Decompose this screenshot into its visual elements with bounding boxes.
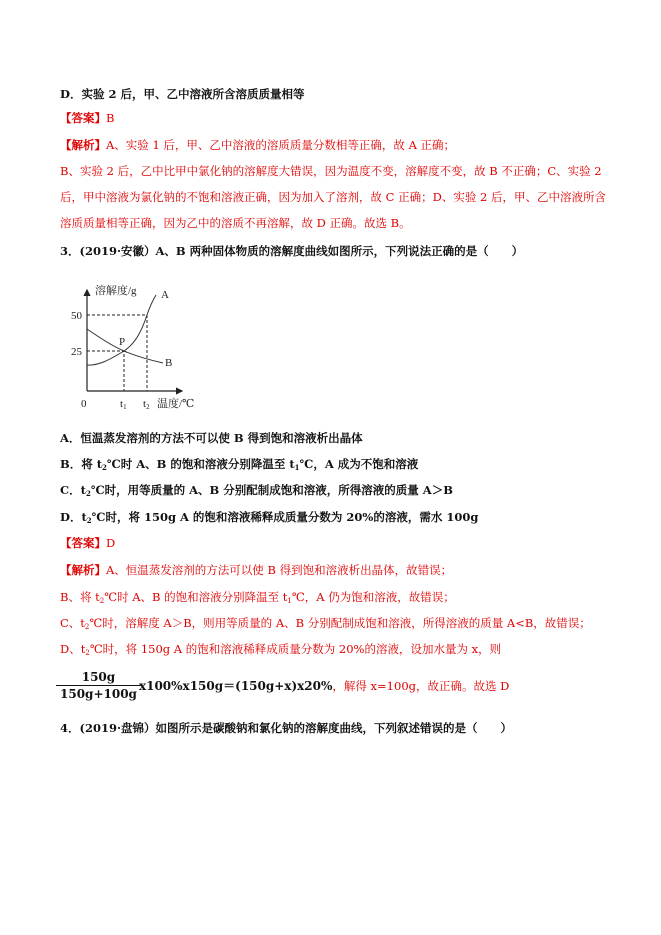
guide-25 bbox=[87, 351, 124, 391]
q3-stem: 3．(2019·安徽）A、B 两种固体物质的溶解度曲线如图所示，下列说法正确的是（ ） bbox=[60, 244, 524, 258]
analysis-tag: 【解析】 bbox=[60, 563, 106, 577]
q4-stem: 4．(2019·盘锦）如图所示是碳酸钠和氯化钠的溶解度曲线，下列叙述错误的是（ ） bbox=[60, 721, 512, 735]
answer-tag: 【答案】 bbox=[60, 111, 106, 125]
formula-conclusion: ，解得 x=100g，故正确。故选 D bbox=[332, 678, 510, 693]
point-p-label: P bbox=[119, 336, 126, 348]
analysis-text: A、实验 1 后，甲、乙中溶液的溶质质量分数相等正确，故 A 正确； bbox=[106, 138, 456, 152]
fraction: $\frac{150g}{150g+100g}$ bbox=[60, 670, 137, 701]
q3-analysis-line-3: C、$t_2℃$时，溶解度 A＞B，则用等质量的 A、B 分别配制成饱和溶液，所得溶液的质量 A<B，故错误； bbox=[60, 616, 591, 631]
x-axis-label: 温度/℃ bbox=[157, 398, 195, 410]
q2-analysis-line-4: 溶质质量相等正确，因为乙中的溶质不再溶解，故 D 正确。故选 B。 bbox=[60, 216, 411, 230]
q3-option-a: A．恒温蒸发溶剂的方法不可以使 B 得到饱和溶液析出晶体 bbox=[60, 431, 363, 445]
formula bbox=[60, 670, 509, 701]
origin-label: 0 bbox=[81, 398, 87, 410]
q3-analysis-line-4: D、$t_2℃$时，将 150g A 的饱和溶液稀释成质量分数为 20%的溶液，设加水量为 x，则 bbox=[60, 642, 502, 657]
curve-a bbox=[87, 295, 156, 365]
q3-option-c: C．$t_2℃$时，用等质量的 A、B 分别配制成饱和溶液，所得溶液的质量 A＞B bbox=[60, 483, 453, 498]
answer-value: B bbox=[106, 111, 115, 125]
q2-analysis-line-3: 后，甲中溶液为氯化钠的不饱和溶液正确，因为加入了溶剂，故 C 正确；D、实验 2 后，甲、乙中溶液所含 bbox=[60, 190, 606, 204]
x-tick-t2: t2 bbox=[143, 398, 150, 411]
formula-rest: x100%x150g＝(150g+x)x20% bbox=[138, 679, 333, 693]
x-tick-t1: t1 bbox=[120, 398, 127, 411]
q2-analysis-line-2: B、实验 2 后，乙中比甲中氯化钠的溶解度大错误，因为温度不变，溶解度不变，故 B 不正确；C、实验 2 bbox=[60, 164, 602, 178]
y-tick-50: 50 bbox=[71, 310, 82, 322]
curve-b-label: B bbox=[165, 357, 173, 369]
q2-option-d: D．实验 2 后，甲、乙中溶液所含溶质质量相等 bbox=[60, 87, 305, 101]
answer-value: D bbox=[106, 536, 116, 550]
y-tick-25: 25 bbox=[71, 346, 82, 358]
q3-option-b: B．将 $t_2℃$时 A、B 的饱和溶液分别降温至 $t_1℃$，A 成为不饱和溶液 bbox=[60, 457, 419, 472]
curve-a-label: A bbox=[161, 289, 169, 301]
q3-analysis-line-2: B、将 $t_2℃$时 A、B 的饱和溶液分别降温至 $t_1℃$，A 仍为饱和溶液，故错误； bbox=[60, 590, 455, 605]
analysis-tag: 【解析】 bbox=[60, 138, 106, 152]
answer-tag: 【答案】 bbox=[60, 536, 106, 550]
q3-answer bbox=[60, 535, 115, 551]
q3-option-d: D．$t_2℃$时，将 150g A 的饱和溶液稀释成质量分数为 20%的溶液，需水 100g bbox=[60, 510, 479, 525]
q3-analysis-line-1: 【解析】A、恒温蒸发溶剂的方法可以使 B 得到饱和溶液析出晶体，故错误； bbox=[60, 563, 453, 577]
guide-50 bbox=[87, 315, 147, 391]
y-axis-label: 溶解度/g bbox=[95, 285, 137, 297]
